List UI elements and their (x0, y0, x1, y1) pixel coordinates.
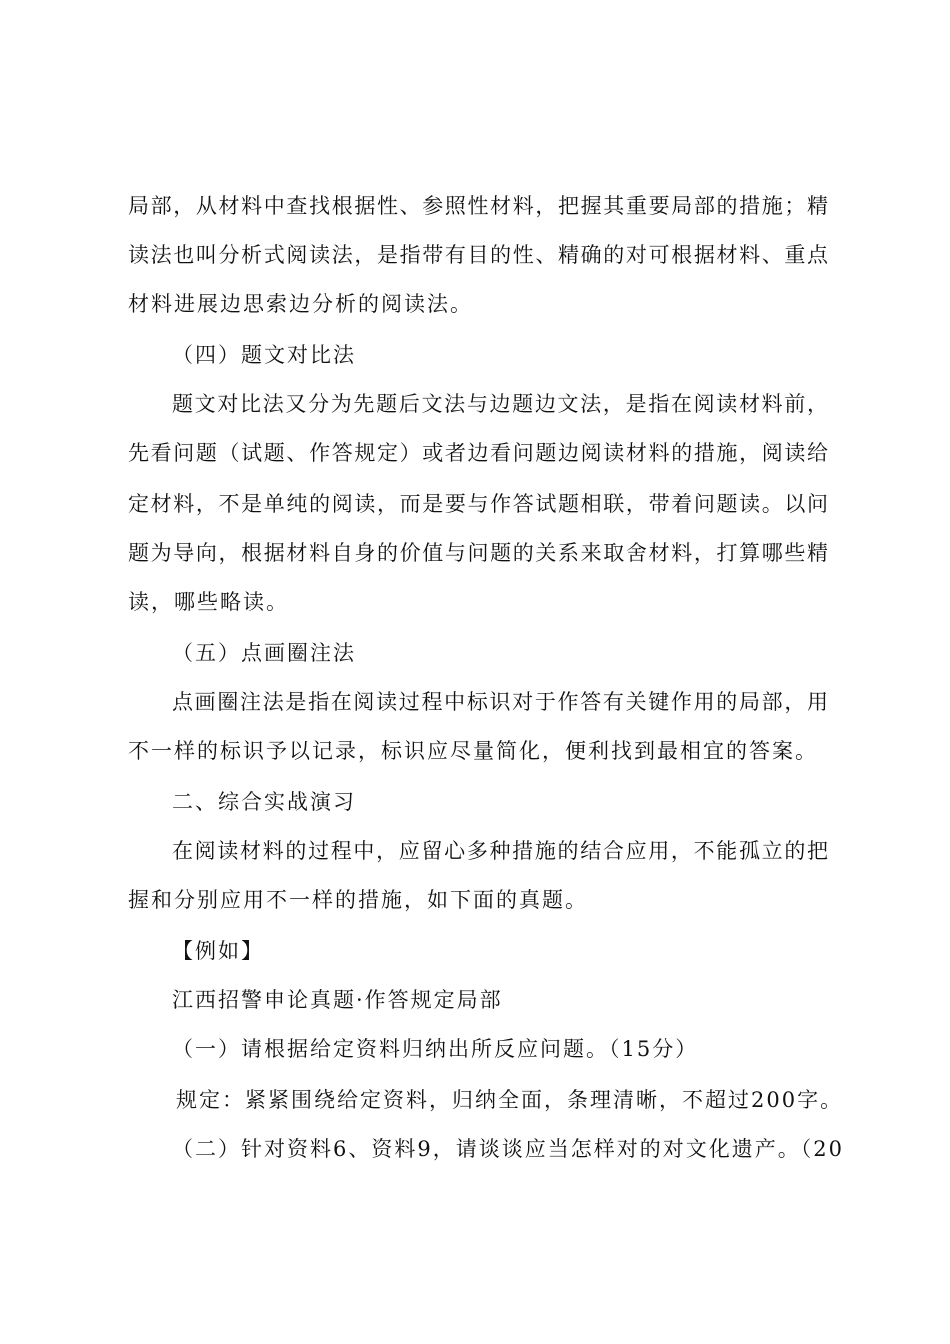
paragraph-line: 题为导向，根据材料自身的价值与问题的关系来取舍材料，打算哪些精 (128, 541, 828, 565)
paragraph-line: 读法也叫分析式阅读法，是指带有目的性、精确的对可根据材料、重点 (128, 243, 828, 267)
paragraph-line: 材料进展边思索边分析的阅读法。 (128, 292, 473, 316)
paragraph-line: 点画圈注法是指在阅读过程中标识对于作答有关键作用的局部，用 (172, 690, 828, 714)
section-heading: 二、综合实战演习 (172, 790, 356, 814)
paragraph-line: 不一样的标识予以记录，标识应尽量简化，便利找到最相宜的答案。 (128, 739, 818, 763)
section-heading: （四）题文对比法 (172, 343, 356, 367)
paragraph-line: 在阅读材料的过程中，应留心多种措施的结合应用，不能孤立的把 (172, 839, 828, 863)
paragraph-line: 握和分别应用不一样的措施，如下面的真题。 (128, 888, 588, 912)
paragraph-line: 先看问题（试题、作答规定）或者边看问题边阅读材料的措施，阅读给 (128, 441, 828, 465)
paragraph-line: 局部，从材料中查找根据性、参照性材料，把握其重要局部的措施；精 (128, 194, 828, 218)
example-label: 【例如】 (172, 939, 264, 963)
section-heading: （五）点画圈注法 (172, 641, 356, 665)
paragraph-line: 读，哪些略读。 (128, 590, 289, 614)
example-title: 江西招警申论真题·作答规定局部 (172, 988, 503, 1012)
paragraph-line: 定材料，不是单纯的阅读，而是要与作答试题相联，带着问题读。以问 (128, 492, 828, 516)
question-line: （二）针对资料6、资料9，请谈谈应当怎样对的对文化遗产。（20 (172, 1137, 844, 1161)
paragraph-line: 题文对比法又分为先题后文法与边题边文法，是指在阅读材料前， (172, 392, 828, 416)
question-line: （一）请根据给定资料归纳出所反应问题。（15分） (172, 1037, 699, 1061)
requirement-line: 规定：紧紧围绕给定资料，归纳全面，条理清晰，不超过200字。 (176, 1088, 844, 1112)
